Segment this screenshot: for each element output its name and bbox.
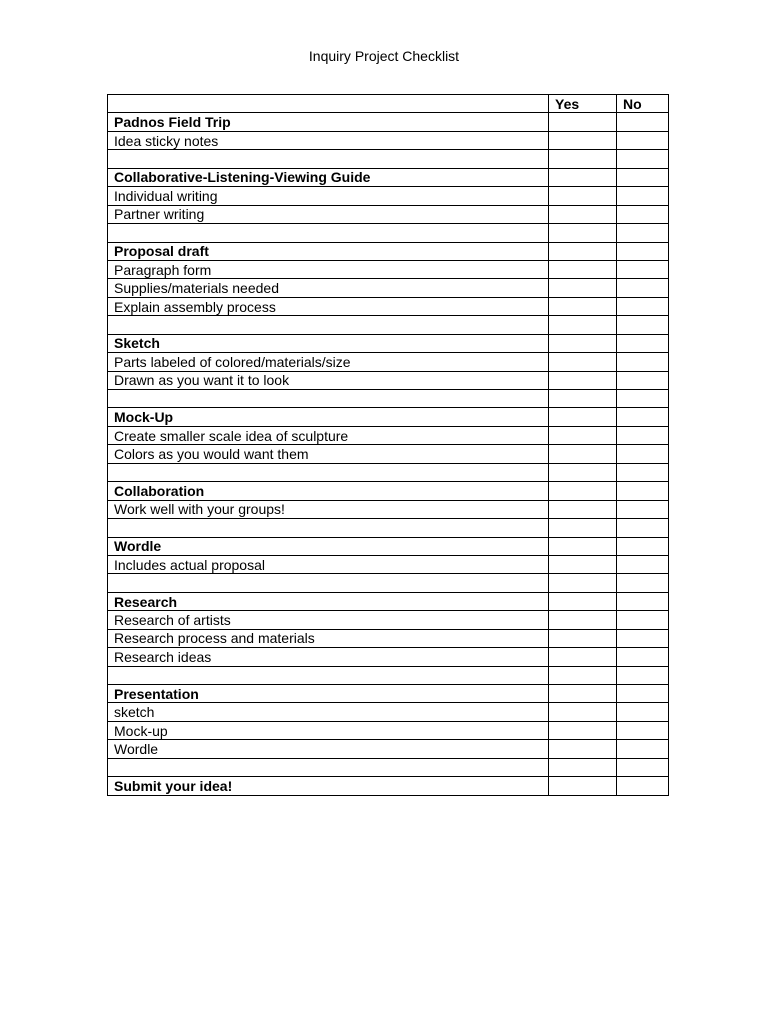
no-checkbox-cell[interactable] bbox=[617, 334, 669, 352]
yes-checkbox-cell[interactable] bbox=[549, 629, 617, 647]
item-label: Work well with your groups! bbox=[108, 500, 549, 518]
no-checkbox-cell[interactable] bbox=[617, 187, 669, 205]
yes-checkbox-cell[interactable] bbox=[549, 500, 617, 518]
item-label: Idea sticky notes bbox=[108, 131, 549, 149]
no-checkbox-cell[interactable] bbox=[617, 666, 669, 684]
section-label: Collaborative-Listening-Viewing Guide bbox=[108, 168, 549, 186]
yes-checkbox-cell[interactable] bbox=[549, 574, 617, 592]
checklist-row bbox=[108, 205, 669, 223]
blank-cell bbox=[108, 224, 549, 242]
section-label: Research bbox=[108, 592, 549, 610]
no-checkbox-cell[interactable] bbox=[617, 445, 669, 463]
no-checkbox-cell[interactable] bbox=[617, 777, 669, 795]
checklist-row bbox=[108, 260, 669, 278]
no-checkbox-cell[interactable] bbox=[617, 279, 669, 297]
yes-checkbox-cell[interactable] bbox=[549, 721, 617, 739]
checklist-row bbox=[108, 500, 669, 518]
no-checkbox-cell[interactable] bbox=[617, 426, 669, 444]
yes-checkbox-cell[interactable] bbox=[549, 113, 617, 131]
no-checkbox-cell[interactable] bbox=[617, 242, 669, 260]
blank-cell bbox=[108, 574, 549, 592]
section-row bbox=[108, 537, 669, 555]
checklist-row bbox=[108, 131, 669, 149]
no-checkbox-cell[interactable] bbox=[617, 740, 669, 758]
checklist-row bbox=[108, 426, 669, 444]
item-label: Explain assembly process bbox=[108, 297, 549, 315]
section-label: Wordle bbox=[108, 537, 549, 555]
checklist-row bbox=[108, 629, 669, 647]
yes-checkbox-cell[interactable] bbox=[549, 408, 617, 426]
page-title: Inquiry Project Checklist bbox=[308, 48, 460, 64]
yes-checkbox-cell[interactable] bbox=[549, 353, 617, 371]
section-label: Padnos Field Trip bbox=[108, 113, 549, 131]
blank-cell bbox=[108, 666, 549, 684]
item-label: Mock-up bbox=[108, 721, 549, 739]
no-checkbox-cell[interactable] bbox=[617, 316, 669, 334]
blank-cell bbox=[108, 463, 549, 481]
no-column-header: No bbox=[617, 95, 669, 113]
item-label: Parts labeled of colored/materials/size bbox=[108, 353, 549, 371]
item-label: Includes actual proposal bbox=[108, 555, 549, 573]
blank-cell bbox=[108, 150, 549, 168]
yes-checkbox-cell[interactable] bbox=[549, 463, 617, 481]
item-label: sketch bbox=[108, 703, 549, 721]
yes-checkbox-cell[interactable] bbox=[549, 224, 617, 242]
item-label: Colors as you would want them bbox=[108, 445, 549, 463]
blank-row bbox=[108, 758, 669, 776]
no-checkbox-cell[interactable] bbox=[617, 519, 669, 537]
section-row bbox=[108, 685, 669, 703]
yes-checkbox-cell[interactable] bbox=[549, 592, 617, 610]
yes-checkbox-cell[interactable] bbox=[549, 205, 617, 223]
no-checkbox-cell[interactable] bbox=[617, 353, 669, 371]
checklist-row bbox=[108, 353, 669, 371]
section-row bbox=[108, 242, 669, 260]
section-label: Mock-Up bbox=[108, 408, 549, 426]
no-checkbox-cell[interactable] bbox=[617, 648, 669, 666]
item-column-header bbox=[108, 95, 549, 113]
header-row bbox=[108, 95, 669, 113]
item-label: Research of artists bbox=[108, 611, 549, 629]
item-label: Paragraph form bbox=[108, 260, 549, 278]
no-checkbox-cell[interactable] bbox=[617, 150, 669, 168]
no-checkbox-cell[interactable] bbox=[617, 297, 669, 315]
yes-checkbox-cell[interactable] bbox=[549, 519, 617, 537]
yes-checkbox-cell[interactable] bbox=[549, 648, 617, 666]
no-checkbox-cell[interactable] bbox=[617, 260, 669, 278]
no-checkbox-cell[interactable] bbox=[617, 482, 669, 500]
blank-row bbox=[108, 150, 669, 168]
no-checkbox-cell[interactable] bbox=[617, 408, 669, 426]
section-label: Collaboration bbox=[108, 482, 549, 500]
section-row bbox=[108, 113, 669, 131]
blank-cell bbox=[108, 390, 549, 408]
checklist-row bbox=[108, 371, 669, 389]
yes-checkbox-cell[interactable] bbox=[549, 168, 617, 186]
yes-checkbox-cell[interactable] bbox=[549, 537, 617, 555]
yes-checkbox-cell[interactable] bbox=[549, 445, 617, 463]
yes-checkbox-cell[interactable] bbox=[549, 334, 617, 352]
yes-checkbox-cell[interactable] bbox=[549, 279, 617, 297]
yes-checkbox-cell[interactable] bbox=[549, 703, 617, 721]
no-checkbox-cell[interactable] bbox=[617, 371, 669, 389]
no-checkbox-cell[interactable] bbox=[617, 224, 669, 242]
no-checkbox-cell[interactable] bbox=[617, 685, 669, 703]
item-label: Supplies/materials needed bbox=[108, 279, 549, 297]
checklist-row bbox=[108, 740, 669, 758]
checklist-row bbox=[108, 611, 669, 629]
checklist-row bbox=[108, 445, 669, 463]
section-row bbox=[108, 168, 669, 186]
blank-row bbox=[108, 316, 669, 334]
no-checkbox-cell[interactable] bbox=[617, 113, 669, 131]
section-row bbox=[108, 482, 669, 500]
yes-checkbox-cell[interactable] bbox=[549, 685, 617, 703]
checklist-body bbox=[108, 95, 669, 796]
yes-checkbox-cell[interactable] bbox=[549, 242, 617, 260]
no-checkbox-cell[interactable] bbox=[617, 500, 669, 518]
blank-row bbox=[108, 390, 669, 408]
no-checkbox-cell[interactable] bbox=[617, 611, 669, 629]
no-checkbox-cell[interactable] bbox=[617, 555, 669, 573]
no-checkbox-cell[interactable] bbox=[617, 390, 669, 408]
yes-checkbox-cell[interactable] bbox=[549, 611, 617, 629]
no-checkbox-cell[interactable] bbox=[617, 463, 669, 481]
checklist-row bbox=[108, 555, 669, 573]
section-row bbox=[108, 592, 669, 610]
section-label: Proposal draft bbox=[108, 242, 549, 260]
yes-checkbox-cell[interactable] bbox=[549, 426, 617, 444]
yes-checkbox-cell[interactable] bbox=[549, 297, 617, 315]
section-label: Submit your idea! bbox=[108, 777, 549, 795]
item-label: Wordle bbox=[108, 740, 549, 758]
no-checkbox-cell[interactable] bbox=[617, 592, 669, 610]
checklist-row bbox=[108, 721, 669, 739]
no-checkbox-cell[interactable] bbox=[617, 703, 669, 721]
yes-column-header: Yes bbox=[549, 95, 617, 113]
yes-checkbox-cell[interactable] bbox=[549, 131, 617, 149]
blank-row bbox=[108, 519, 669, 537]
no-checkbox-cell[interactable] bbox=[617, 758, 669, 776]
checklist-row bbox=[108, 703, 669, 721]
no-checkbox-cell[interactable] bbox=[617, 537, 669, 555]
yes-checkbox-cell[interactable] bbox=[549, 187, 617, 205]
yes-checkbox-cell[interactable] bbox=[549, 390, 617, 408]
blank-cell bbox=[108, 519, 549, 537]
yes-checkbox-cell[interactable] bbox=[549, 260, 617, 278]
no-checkbox-cell[interactable] bbox=[617, 205, 669, 223]
blank-row bbox=[108, 574, 669, 592]
yes-checkbox-cell[interactable] bbox=[549, 758, 617, 776]
blank-cell bbox=[108, 316, 549, 334]
yes-checkbox-cell[interactable] bbox=[549, 555, 617, 573]
checklist-row bbox=[108, 279, 669, 297]
no-checkbox-cell[interactable] bbox=[617, 574, 669, 592]
section-row bbox=[108, 408, 669, 426]
item-label: Create smaller scale idea of sculpture bbox=[108, 426, 549, 444]
checklist-table bbox=[107, 94, 669, 796]
yes-checkbox-cell[interactable] bbox=[549, 740, 617, 758]
yes-checkbox-cell[interactable] bbox=[549, 666, 617, 684]
item-label: Individual writing bbox=[108, 187, 549, 205]
section-row bbox=[108, 777, 669, 795]
yes-checkbox-cell[interactable] bbox=[549, 371, 617, 389]
item-label: Partner writing bbox=[108, 205, 549, 223]
yes-checkbox-cell[interactable] bbox=[549, 482, 617, 500]
item-label: Drawn as you want it to look bbox=[108, 371, 549, 389]
yes-checkbox-cell[interactable] bbox=[549, 316, 617, 334]
no-checkbox-cell[interactable] bbox=[617, 131, 669, 149]
section-label: Sketch bbox=[108, 334, 549, 352]
section-label: Presentation bbox=[108, 685, 549, 703]
no-checkbox-cell[interactable] bbox=[617, 721, 669, 739]
blank-row bbox=[108, 463, 669, 481]
checklist-row bbox=[108, 648, 669, 666]
section-row bbox=[108, 334, 669, 352]
checklist-row bbox=[108, 297, 669, 315]
no-checkbox-cell[interactable] bbox=[617, 168, 669, 186]
no-checkbox-cell[interactable] bbox=[617, 629, 669, 647]
checklist-row bbox=[108, 187, 669, 205]
yes-checkbox-cell[interactable] bbox=[549, 777, 617, 795]
yes-checkbox-cell[interactable] bbox=[549, 150, 617, 168]
item-label: Research ideas bbox=[108, 648, 549, 666]
blank-row bbox=[108, 224, 669, 242]
item-label: Research process and materials bbox=[108, 629, 549, 647]
blank-row bbox=[108, 666, 669, 684]
blank-cell bbox=[108, 758, 549, 776]
